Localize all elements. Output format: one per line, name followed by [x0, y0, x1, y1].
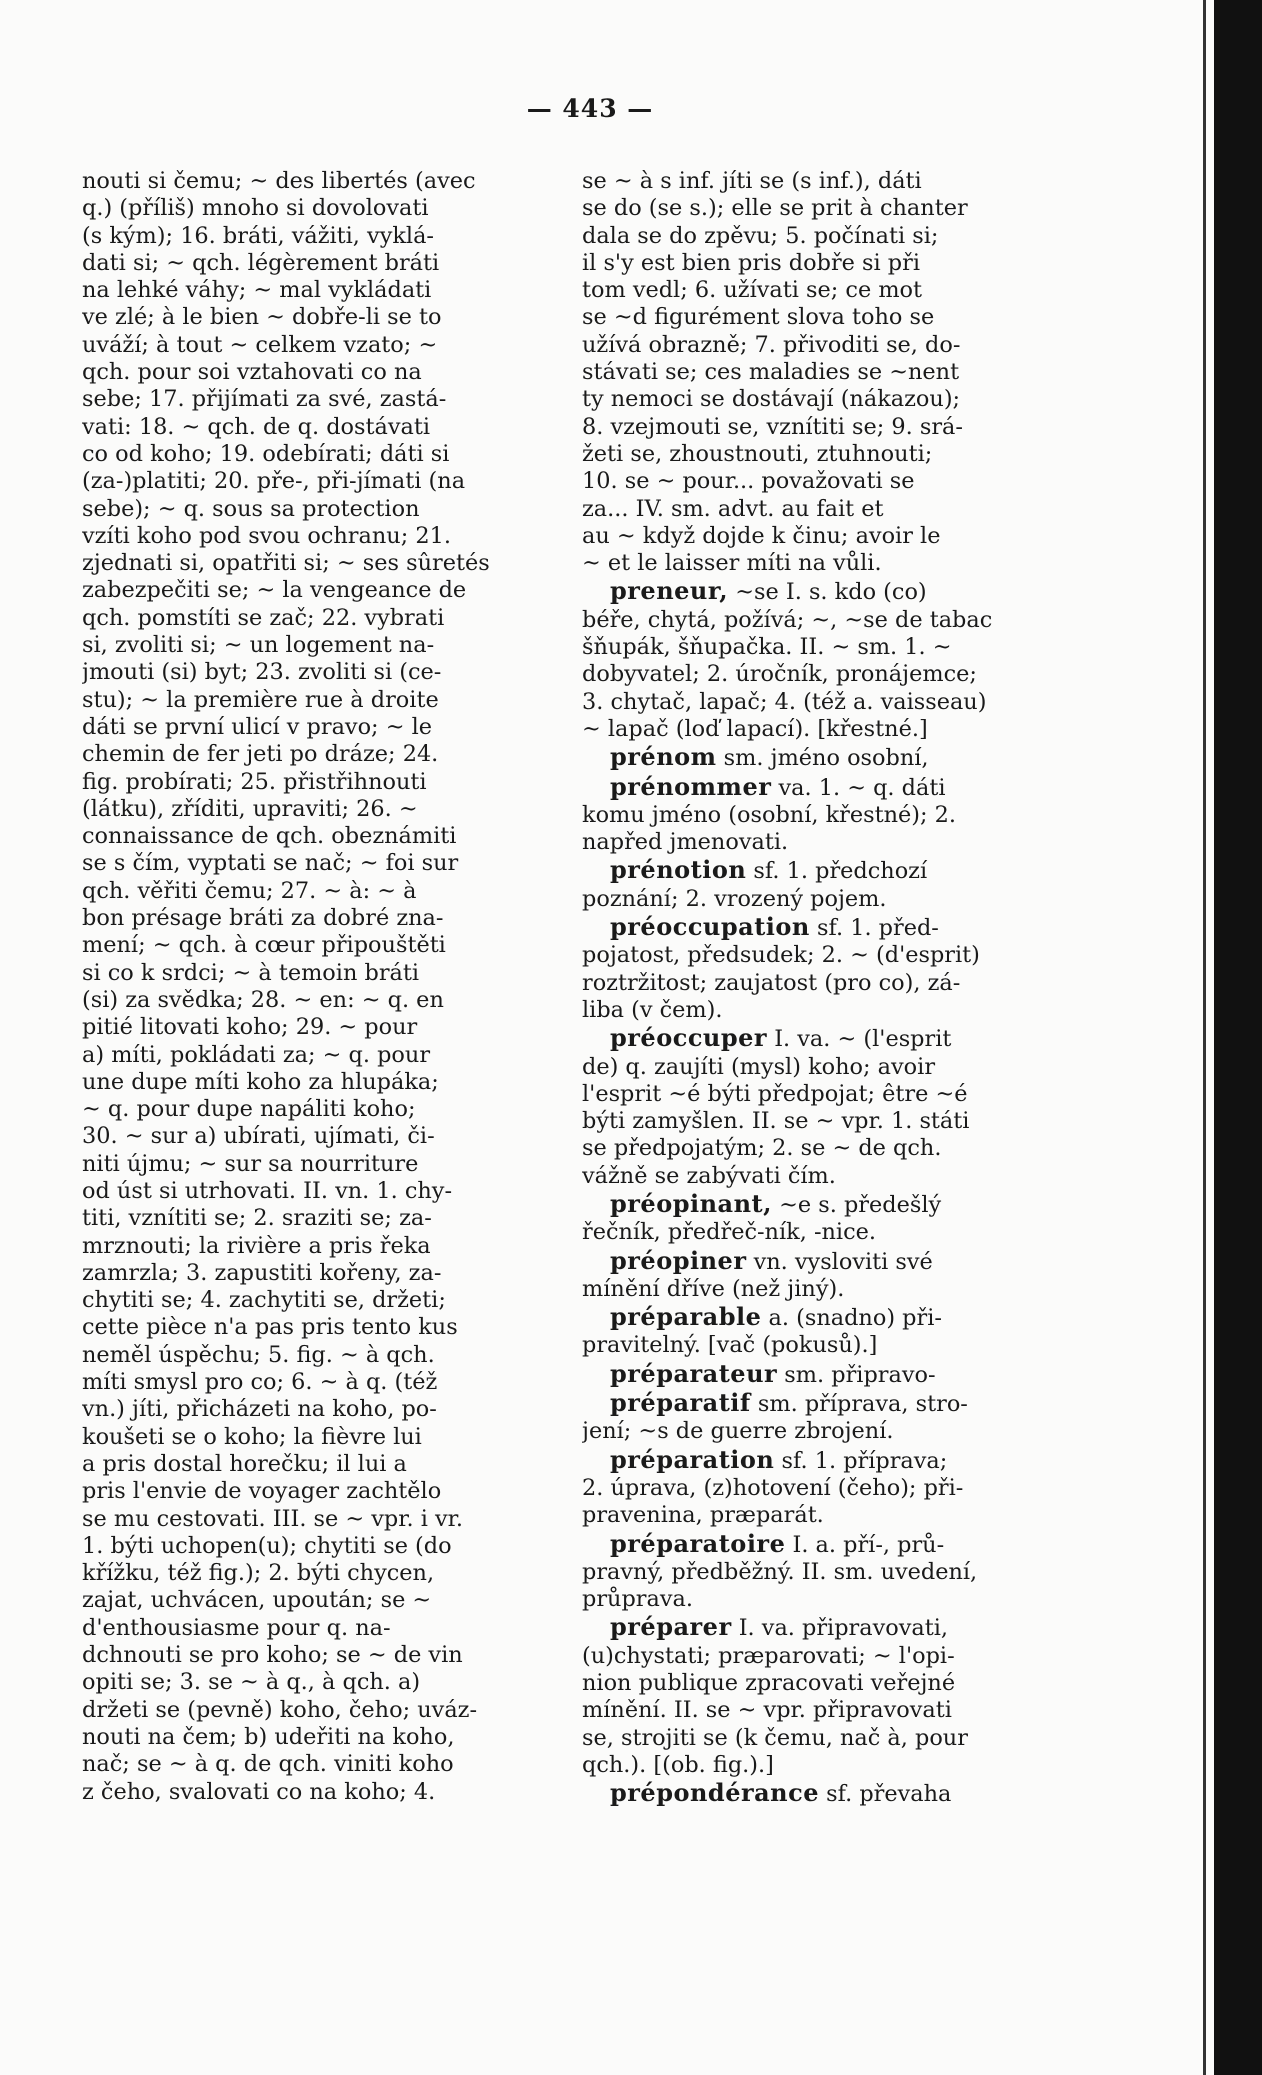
- dictionary-line: 2. úprava, (z)hotovení (čeho); při-: [582, 1474, 964, 1501]
- dictionary-line: prénom sm. jméno osobní,: [610, 743, 929, 772]
- dictionary-line: se mu cestovati. III. se ~ vpr. i vr.: [82, 1505, 464, 1532]
- dictionary-line: si co k srdci; ~ à temoin bráti: [82, 959, 420, 986]
- dictionary-line: koušeti se o koho; la fièvre lui: [82, 1423, 422, 1450]
- dictionary-line: dáti se první ulicí v pravo; ~ le: [82, 713, 432, 740]
- dictionary-line: užívá obrazně; 7. přivoditi se, do-: [582, 331, 961, 358]
- dictionary-line: a) míti, pokládati za; ~ q. pour: [82, 1041, 431, 1068]
- dictionary-line: préopinant, ~e s. předešlý: [610, 1189, 942, 1218]
- dictionary-line: poznání; 2. vrozený pojem.: [582, 885, 887, 912]
- dictionary-line: žeti se, zhoustnouti, ztuhnouti;: [582, 440, 933, 467]
- dictionary-line: vzíti koho pod svou ochranu; 21.: [82, 522, 451, 549]
- dictionary-line: (za-)platiti; 20. pře-, při-jímati (na: [82, 468, 466, 495]
- dictionary-line: fig. probírati; 25. přistřihnouti: [82, 768, 427, 795]
- dictionary-line: ~ q. pour dupe napáliti koho;: [82, 1096, 416, 1123]
- dictionary-line: ty nemoci se dostávají (nákazou);: [582, 386, 961, 413]
- dictionary-line: zamrzla; 3. zapustiti kořeny, za-: [82, 1259, 442, 1286]
- dictionary-line: ve zlé; à le bien ~ dobře-li se to: [82, 304, 442, 331]
- dictionary-line: qch.). [(ob. fig.).]: [582, 1751, 774, 1778]
- dictionary-line: vážně se zabývati čím.: [582, 1162, 836, 1189]
- dictionary-line: au ~ když dojde k činu; avoir le: [582, 522, 941, 549]
- dictionary-line: od úst si utrhovati. II. vn. 1. chy-: [82, 1177, 453, 1204]
- dictionary-line: connaissance de qch. obeznámiti: [82, 823, 457, 850]
- dictionary-line: se s čím, vyptati se nač; ~ foi sur: [82, 850, 459, 877]
- dictionary-line: co od koho; 19. odebírati; dáti si: [82, 440, 450, 467]
- dictionary-line: na lehké váhy; ~ mal vykládati: [82, 277, 432, 304]
- dictionary-line: tom vedl; 6. užívati se; ce mot: [582, 277, 923, 304]
- dictionary-line: řečník, předřeč-ník, -nice.: [582, 1219, 876, 1246]
- dictionary-line: nouti si čemu; ~ des libertés (avec: [82, 168, 476, 194]
- dictionary-line: sebe; 17. přijímati za své, zastá-: [82, 386, 447, 413]
- dictionary-line: komu jméno (osobní, křestné); 2.: [582, 801, 957, 828]
- dictionary-line: jení; ~s de guerre zbrojení.: [582, 1418, 894, 1445]
- dictionary-line: pravný, předběžný. II. sm. uvedení,: [582, 1558, 978, 1585]
- dictionary-line: a pris dostal horečku; il lui a: [82, 1450, 407, 1477]
- dictionary-line: une dupe míti koho za hlupáka;: [82, 1068, 439, 1095]
- dictionary-line: se, strojiti se (k čemu, nač à, pour: [582, 1724, 968, 1751]
- dictionary-line: sebe); ~ q. sous sa protection: [82, 495, 420, 522]
- dictionary-line: préparatif sm. příprava, stro-: [610, 1389, 968, 1418]
- dictionary-line: stu); ~ la première rue à droite: [82, 686, 439, 713]
- dictionary-line: 8. vzejmouti se, vznítiti se; 9. srá-: [582, 413, 963, 440]
- dictionary-line: (si) za svědka; 28. ~ en: ~ q. en: [82, 986, 444, 1013]
- dictionary-line: opiti se; 3. se ~ à q., à qch. a): [82, 1669, 421, 1696]
- dictionary-line: se ~d figurément slova toho se: [582, 304, 935, 331]
- dictionary-line: (s kým); 16. bráti, vážiti, vyklá-: [82, 222, 434, 249]
- dictionary-line: mínění dříve (než jiný).: [582, 1275, 845, 1302]
- dictionary-line: nouti na čem; b) udeřiti na koho,: [82, 1723, 455, 1750]
- dictionary-line: uváží; à tout ~ celkem vzato; ~: [82, 331, 438, 358]
- dictionary-line: vati: 18. ~ qch. de q. dostávati: [82, 413, 431, 440]
- dictionary-line: chemin de fer jeti po dráze; 24.: [82, 741, 439, 768]
- dictionary-line: préparateur sm. připravo-: [610, 1359, 936, 1388]
- dictionary-line: pojatost, předsudek; 2. ~ (d'esprit): [582, 942, 980, 969]
- dictionary-line: zabezpečiti se; ~ la vengeance de: [82, 577, 467, 604]
- dictionary-line: qch. pour soi vztahovati co na: [82, 359, 422, 386]
- dictionary-line: préparer I. va. připravovati,: [610, 1613, 949, 1642]
- dictionary-line: d'enthousiasme pour q. na-: [82, 1614, 391, 1641]
- dictionary-line: míti smysl pro co; 6. ~ à q. (též: [82, 1369, 438, 1396]
- dictionary-line: neměl úspěchu; 5. fig. ~ à qch.: [82, 1341, 435, 1368]
- dictionary-line: de) q. zaujíti (mysl) koho; avoir: [582, 1053, 936, 1080]
- dictionary-line: liba (v čem).: [582, 996, 723, 1023]
- dictionary-line: se do (se s.); elle se prit à chanter: [582, 195, 968, 222]
- scan-border: [1214, 0, 1262, 2075]
- dictionary-line: napřed jmenovati.: [582, 829, 789, 856]
- dictionary-line: q.) (příliš) mnoho si dovolovati: [82, 195, 429, 222]
- dictionary-line: 30. ~ sur a) ubírati, ujímati, či-: [82, 1123, 435, 1150]
- dictionary-line: 10. se ~ pour... považovati se: [582, 468, 915, 495]
- dictionary-line: (látku), zříditi, upraviti; 26. ~: [82, 795, 418, 822]
- dictionary-line: mrznouti; la rivière a pris řeka: [82, 1232, 431, 1259]
- dictionary-line: stávati se; ces maladies se ~nent: [582, 359, 960, 386]
- dictionary-line: qch. věřiti čemu; 27. ~ à: ~ à: [82, 877, 417, 904]
- dictionary-line: 1. býti uchopen(u); chytiti se (do: [82, 1532, 452, 1559]
- dictionary-line: préparatoire I. a. pří-, prů-: [610, 1529, 945, 1558]
- dictionary-line: z čeho, svalovati co na koho; 4.: [82, 1778, 436, 1805]
- dictionary-line: préparation sf. 1. příprava;: [610, 1445, 948, 1474]
- dictionary-line: jmouti (si) byt; 23. zvoliti si (ce-: [82, 659, 442, 686]
- dictionary-line: béře, chytá, požívá; ~, ~se de tabac: [582, 606, 993, 633]
- dictionary-line: cette pièce n'a pas pris tento kus: [82, 1314, 458, 1341]
- dictionary-line: bon présage bráti za dobré zna-: [82, 905, 444, 932]
- dictionary-line: se předpojatým; 2. se ~ de qch.: [582, 1135, 942, 1162]
- dictionary-line: zjednati si, opatřiti si; ~ ses sûretés: [82, 550, 490, 577]
- dictionary-line: pravitelný. [vač (pokusů).]: [582, 1332, 878, 1359]
- dictionary-line: dobyvatel; 2. úročník, pronájemce;: [582, 661, 977, 688]
- dictionary-line: preneur, ~se I. s. kdo (co): [610, 577, 927, 606]
- dictionary-line: préoccuper I. va. ~ (l'esprit: [610, 1024, 952, 1053]
- dictionary-line: roztržitost; zaujatost (pro co), zá-: [582, 969, 961, 996]
- dictionary-line: qch. pomstíti se zač; 22. vybrati: [82, 604, 445, 631]
- dictionary-line: préoccupation sf. 1. před-: [610, 913, 939, 942]
- dictionary-line: prénotion sf. 1. předchozí: [610, 856, 928, 885]
- dictionary-line: křížku, též fig.); 2. býti chycen,: [82, 1560, 435, 1587]
- dictionary-line: si, zvoliti si; ~ un logement na-: [82, 632, 435, 659]
- dictionary-line: ~ et le laisser míti na vůli.: [582, 550, 882, 577]
- dictionary-line: pris l'envie de voyager zachtělo: [82, 1478, 442, 1505]
- dictionary-line: šňupák, šňupačka. II. ~ sm. 1. ~: [582, 634, 952, 661]
- dictionary-line: dchnouti se pro koho; se ~ de vin: [82, 1642, 463, 1669]
- dictionary-line: mení; ~ qch. à cœur připouštěti: [82, 932, 446, 959]
- dictionary-line: niti újmu; ~ sur sa nourriture: [82, 1150, 419, 1177]
- dictionary-line: préparable a. (snadno) při-: [610, 1303, 942, 1332]
- dictionary-line: se ~ à s inf. jíti se (s inf.), dáti: [582, 168, 922, 194]
- page-edge-line: [1203, 0, 1206, 2075]
- left-column: [82, 168, 570, 1806]
- dictionary-line: titi, vznítiti se; 2. sraziti se; za-: [82, 1205, 432, 1232]
- dictionary-line: zajat, uchvácen, upoután; se ~: [82, 1587, 432, 1614]
- dictionary-line: prénommer va. 1. ~ q. dáti: [610, 772, 946, 801]
- dictionary-line: vn.) jíti, přicházeti na koho, po-: [82, 1396, 437, 1423]
- dictionary-line: nion publique zpracovati veřejné: [582, 1670, 956, 1697]
- dictionary-line: za... IV. sm. advt. au fait et: [582, 495, 884, 522]
- dictionary-line: l'esprit ~é býti předpojat; être ~é: [582, 1080, 968, 1107]
- dictionary-line: pitié litovati koho; 29. ~ pour: [82, 1014, 418, 1041]
- dictionary-line: préopiner vn. vysloviti své: [610, 1246, 933, 1275]
- dictionary-line: průprava.: [582, 1586, 693, 1613]
- dictionary-line: pravenina, præparát.: [582, 1502, 824, 1529]
- dictionary-line: chytiti se; 4. zachytiti se, držeti;: [82, 1287, 446, 1314]
- dictionary-line: (u)chystati; præparovati; ~ l'opi-: [582, 1642, 955, 1669]
- dictionary-line: ~ lapač (loď lapací). [křestné.]: [582, 715, 928, 742]
- dictionary-line: nač; se ~ à q. de qch. viniti koho: [82, 1751, 454, 1778]
- dictionary-line: prépondérance sf. převaha: [610, 1779, 952, 1808]
- dictionary-line: držeti se (pevně) koho, čeho; uváz-: [82, 1696, 478, 1723]
- dictionary-line: 3. chytač, lapač; 4. (též a. vaisseau): [582, 688, 987, 715]
- dictionary-line: il s'y est bien pris dobře si při: [582, 249, 920, 276]
- dictionary-line: býti zamyšlen. II. se ~ vpr. 1. státi: [582, 1108, 970, 1135]
- dictionary-line: dala se do zpěvu; 5. počínati si;: [582, 222, 939, 249]
- right-column: [582, 168, 1070, 1809]
- page-number: — 443 —: [526, 94, 654, 123]
- dictionary-line: dati si; ~ qch. légèrement bráti: [82, 249, 440, 276]
- dictionary-line: mínění. II. se ~ vpr. připravovati: [582, 1697, 952, 1724]
